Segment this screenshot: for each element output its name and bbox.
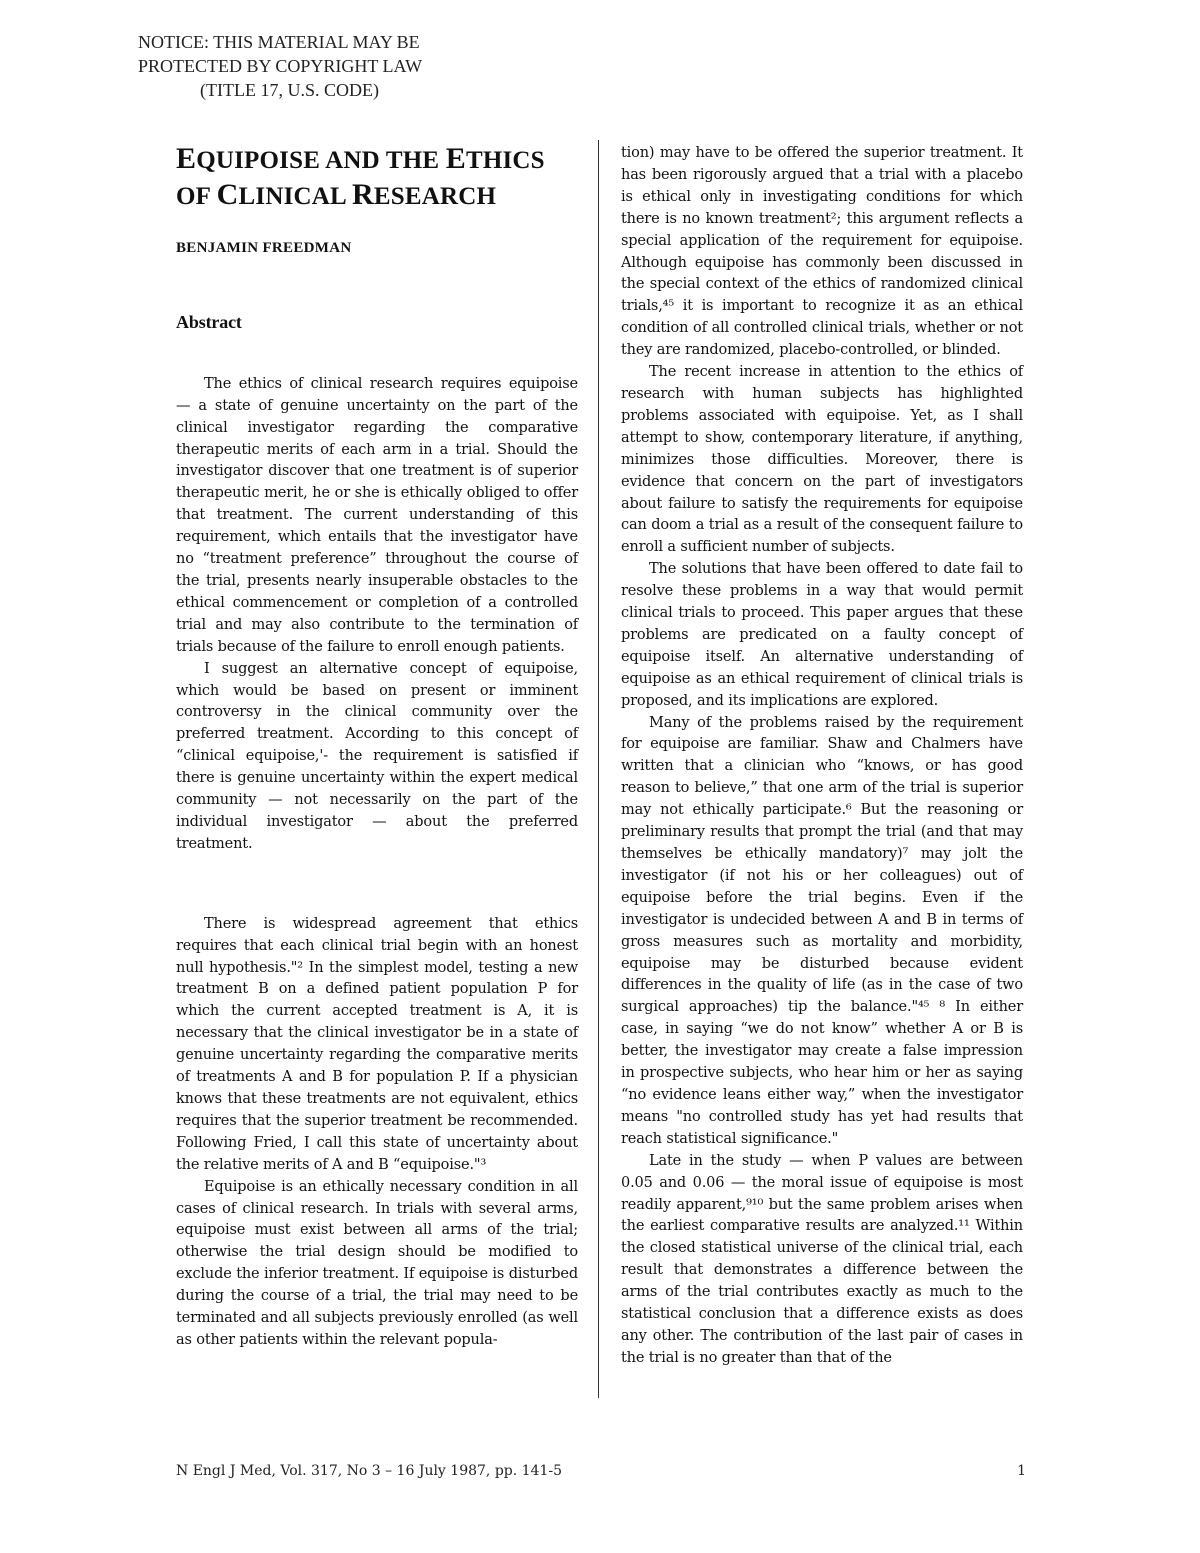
body-paragraph: Equipoise is an ethically necessary condition in all cases of clinical research. In trials with several arms, equipoise must exist between all arms of the trial; otherwise the trial design should be modified to exclude the inferior treatment. If equipoise is disturbed during the course of a trial, the trial may need to be terminated and all subjects previously enrolled (as well as other patients within the relevant popula- bbox=[176, 1178, 578, 1348]
body-paragraph: The solutions that have been offered to date fail to resolve these problems in a way that would permit clinical trials to proceed. This paper argues that these problems are predicated on a faulty concept of equipoise itself. An alternative understanding of equipoise as an ethical requirement of clinical trials is proposed, and its implications are explored. bbox=[621, 561, 1023, 709]
notice-line-1: NOTICE: THIS MATERIAL MAY BE bbox=[138, 32, 420, 52]
title-text: ESEARCH bbox=[373, 183, 497, 210]
title-text: LINICAL bbox=[238, 183, 352, 210]
abstract bbox=[176, 374, 578, 856]
abstract-heading: Abstract bbox=[176, 311, 242, 332]
column-divider bbox=[598, 140, 599, 1398]
left-column bbox=[176, 142, 578, 1352]
body-paragraph: The recent increase in attention to the ethics of research with human subjects has highlighted problems associated with equipoise. Yet, as I shall attempt to show, contemporary literature, if anything, minimizes those difficulties. Moreover, there is evidence that concern on the part of investigators about failure to satisfy the requirements for equipoise can doom a trial as a result of the consequent failure to enroll a sufficient number of subjects. bbox=[621, 364, 1023, 556]
notice-line-3: (TITLE 17, U.S. CODE) bbox=[200, 80, 379, 100]
title-initial: E bbox=[445, 142, 466, 175]
body-paragraph: Late in the study — when P values are between 0.05 and 0.06 — the moral issue of equipoise is most readily apparent,⁹¹⁰ but the same problem arises when the earliest comparative results are analyzed.¹¹ Within the closed statistical universe of the clinical trial, each result that demonstrates a difference between the arms of the trial contributes exactly as much to the statistical conclusion that a difference exists as does any other. The contribution of the last pair of cases in the trial is no greater than that of the bbox=[621, 1152, 1023, 1366]
article-title bbox=[176, 142, 578, 214]
body-text bbox=[176, 914, 578, 1352]
copyright-notice bbox=[138, 30, 478, 102]
journal-citation: N Engl J Med, Vol. 317, No 3 – 16 July 1987, pp. 141-5 bbox=[176, 1463, 563, 1479]
title-text: OF bbox=[176, 183, 217, 210]
author-name: BENJAMIN FREEDMAN bbox=[176, 240, 352, 256]
body-paragraph: tion) may have to be offered the superior treatment. It has been rigorously argued that a trial with a placebo is ethical only in investigating conditions for which there is no known treatment²; this argument reflects a special application of the requirement for equipoise. Although equipoise has commonly been discussed in the special context of the ethics of randomized clinical trials,⁴⁵ it is important to recognize it as an ethical condition of all controlled clinical trials, whether or not they are randomized, placebo-controlled, or blinded. bbox=[621, 145, 1023, 359]
notice-line-2: PROTECTED BY COPYRIGHT LAW bbox=[138, 56, 423, 76]
title-text: THICS bbox=[465, 147, 545, 174]
page-footer bbox=[176, 1463, 1026, 1479]
page-number: 1 bbox=[1017, 1463, 1026, 1479]
abstract-paragraph: I suggest an alternative concept of equipoise, which would be based on present or imminent controversy in the clinical community over the preferred treatment. According to this concept of “clinical equipoise,'- the requirement is satisfied if there is genuine uncertainty within the expert medical community — not necessarily on the part of the individual investigator — about the preferred treatment. bbox=[176, 660, 578, 852]
title-text: QUIPOISE AND THE bbox=[196, 147, 446, 174]
right-column bbox=[621, 143, 1023, 1370]
title-initial: C bbox=[216, 178, 239, 211]
title-initial: R bbox=[351, 178, 374, 211]
body-paragraph: Many of the problems raised by the requirement for equipoise are familiar. Shaw and Chalmers have written that a clinician who “knows, or has good reason to believe,” that one arm of the trial is superior may not ethically participate.⁶ But the reasoning or preliminary results that prompt the trial (and that may themselves be ethically mandatory)⁷ may jolt the investigator (if not his or her colleagues) out of equipoise before the trial begins. Even if the investigator is undecided between A and B in terms of gross measures such as mortality and morbidity, equipoise may be disturbed because evident differences in the quality of life (as in the case of two surgical approaches) tip the balance."⁴⁵ ⁸ In either case, in saying “we do not know” whether A or B is better, the investigator may create a false impression in prospective subjects, who hear him or her as saying “no evidence leans either way,” when the investigator means "no controlled study has yet had results that reach statistical significance." bbox=[621, 714, 1023, 1147]
abstract-paragraph: The ethics of clinical research requires equipoise — a state of genuine uncertainty on the part of the clinical investigator regarding the comparative therapeutic merits of each arm in a trial. Should the investigator discover that one treatment is of superior therapeutic merit, he or she is ethically obliged to offer that treatment. The current understanding of this requirement, which entails that the investigator have no “treatment preference” throughout the course of the trial, presents nearly insuperable obstacles to the ethical commencement or completion of a controlled trial and may also contribute to the termination of trials because of the failure to enroll enough patients. bbox=[176, 375, 578, 655]
body-paragraph: There is widespread agreement that ethics requires that each clinical trial begin with an honest null hypothesis."² In the simplest model, testing a new treatment B on a defined patient population P for which the current accepted treatment is A, it is necessary that the clinical investigator be in a state of genuine uncertainty regarding the comparative merits of treatments A and B for population P. If a physician knows that these treatments are not equivalent, ethics requires that the superior treatment be recommended. Following Fried, I call this state of uncertainty about the relative merits of A and B “equipoise."³ bbox=[176, 915, 578, 1173]
title-initial: E bbox=[176, 142, 197, 175]
